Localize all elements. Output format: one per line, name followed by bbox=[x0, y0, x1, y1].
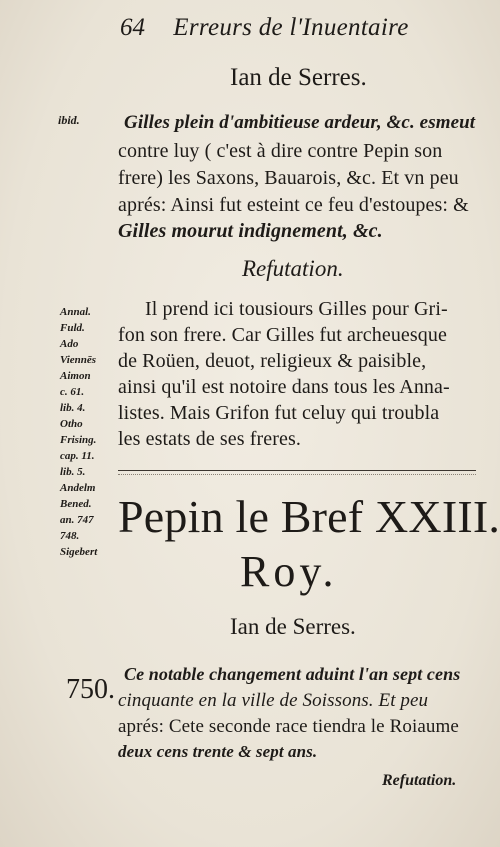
refutation-line-3: de Roüen, deuot, religieux & paisible, bbox=[118, 350, 427, 372]
side-note: 748. bbox=[60, 530, 80, 542]
side-note: Fuld. bbox=[60, 322, 85, 334]
author-heading-2: Ian de Serres. bbox=[230, 614, 356, 639]
side-note: Annal. bbox=[60, 306, 91, 318]
side-note: lib. 5. bbox=[60, 466, 86, 478]
side-note: Bened. bbox=[60, 498, 92, 510]
side-note: Sigebert bbox=[60, 546, 98, 558]
running-title: Erreurs de l'Inuentaire bbox=[173, 14, 409, 41]
page-number: 64 bbox=[120, 14, 145, 41]
quote2-line-1: Ce notable changement aduint l'an sept cens bbox=[124, 664, 461, 684]
section-divider bbox=[118, 470, 476, 471]
author-heading-1: Ian de Serres. bbox=[230, 64, 367, 91]
quote1-line-2: contre luy ( c'est à dire contre Pepin son bbox=[118, 140, 443, 162]
section-divider-dotted bbox=[118, 474, 476, 475]
side-note: an. 747 bbox=[60, 514, 94, 526]
side-note: Viennēs bbox=[60, 354, 97, 366]
side-note: c. 61. bbox=[60, 386, 85, 398]
refutation-heading: Refutation. bbox=[242, 256, 344, 281]
refutation-line-4: ainsi qu'il est notoire dans tous les Anna- bbox=[118, 376, 450, 398]
quote1-line-1: Gilles plein d'ambitieuse ardeur, &c. esmeut bbox=[124, 112, 476, 133]
side-note: Frising. bbox=[60, 434, 97, 446]
quote2-line-2: cinquante en la ville de Soissons. Et peu bbox=[118, 690, 429, 711]
side-note: lib. 4. bbox=[60, 402, 86, 414]
side-note: Otho bbox=[60, 418, 83, 430]
refutation-line-5: listes. Mais Grifon fut celuy qui troubla bbox=[118, 402, 440, 424]
quote2-line-3: aprés: Cete seconde race tiendra le Roiaume bbox=[118, 716, 459, 737]
quote1-line-4: aprés: Ainsi fut esteint ce feu d'estoupes: & bbox=[118, 194, 469, 216]
refutation-line-1: Il prend ici tousiours Gilles pour Gri- bbox=[145, 298, 448, 320]
side-note: Ado bbox=[60, 338, 79, 350]
chapter-title-line-2: Roy. bbox=[240, 547, 338, 596]
quote1-line-3: frere) les Saxons, Bauarois, &c. Et vn peu bbox=[118, 167, 459, 189]
running-head bbox=[120, 14, 409, 42]
side-note: Aimon bbox=[60, 370, 91, 382]
marginal-year: 750. bbox=[66, 674, 115, 705]
quote1-line-5: Gilles mourut indignement, &c. bbox=[118, 220, 383, 242]
side-note-ibid: ibid. bbox=[58, 113, 80, 127]
chapter-title-line-1: Pepin le Bref XXIII. bbox=[118, 491, 500, 542]
quote2-line-4: deux cens trente & sept ans. bbox=[118, 742, 318, 761]
refutation-line-6: les estats de ses freres. bbox=[118, 428, 301, 450]
side-notes-annal bbox=[60, 304, 97, 560]
catchword: Refutation. bbox=[382, 772, 457, 789]
side-note: Andelm bbox=[60, 482, 96, 494]
refutation-line-2: fon son frere. Car Gilles fut archeuesque bbox=[118, 324, 447, 346]
side-note: cap. 11. bbox=[60, 450, 95, 462]
